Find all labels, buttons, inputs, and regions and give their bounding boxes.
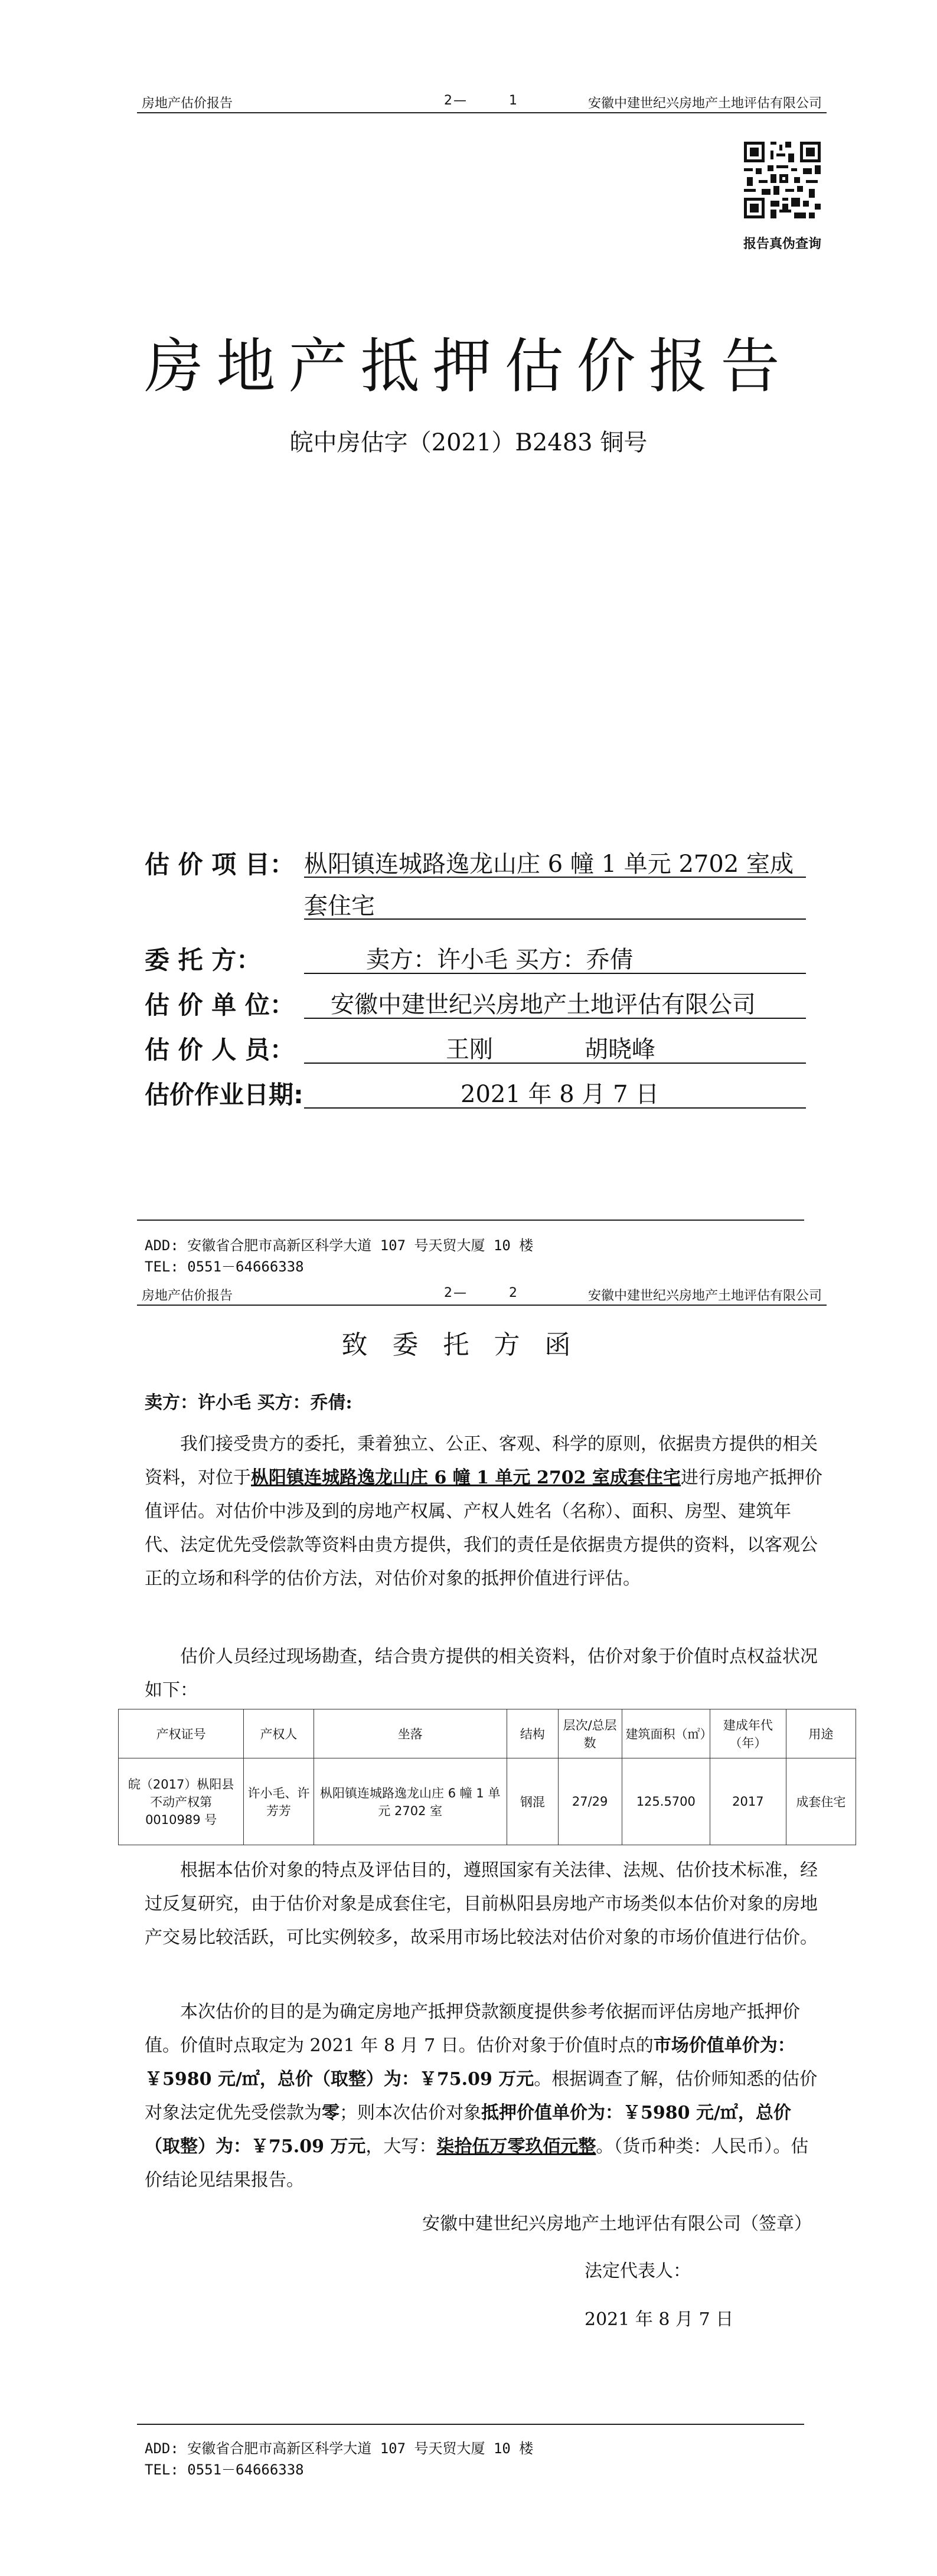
- p4-mortgage-value: 抵押价值单价为：￥5980 元/㎡，总价（取整）为：￥75.09 万元: [145, 2103, 791, 2157]
- p1-property-address: 枞阳镇连城路逸龙山庄 6 幢 1 单元 2702 室成套住宅: [251, 1467, 681, 1488]
- date-value: 2021 年 8 月 7 日: [461, 1081, 660, 1108]
- company-signature: 安徽中建世纪兴房地产土地评估有限公司（签章）: [422, 2214, 812, 2234]
- project-underline-2: [304, 918, 806, 920]
- report-title: 房地产抵押估价报告: [144, 332, 793, 401]
- unit-label: 估 价 单 位：: [145, 990, 295, 1019]
- table-cell: 皖（2017）枞阳县不动产权第 0010989 号: [119, 1758, 244, 1845]
- signature-date: 2021 年 8 月 7 日: [585, 2309, 734, 2330]
- header-left-text: 房地产估价报告: [142, 96, 233, 111]
- footer-tel-2: TEL: 0551－64666338: [145, 2461, 304, 2478]
- project-value-line1: 枞阳镇连城路逸龙山庄 6 幢 1 单元 2702 室成: [304, 851, 794, 878]
- appraiser-2: 胡晓峰: [585, 1036, 655, 1063]
- table-header-cell: 产权证号: [119, 1709, 244, 1758]
- table-header-cell: 用途: [786, 1709, 856, 1758]
- appraiser-label: 估 价 人 员：: [145, 1035, 295, 1064]
- table-cell: 枞阳镇连城路逸龙山庄 6 幢 1 单元 2702 室: [314, 1758, 507, 1845]
- qr-code-icon[interactable]: [744, 142, 821, 218]
- p1-text-c: 进行房地产抵押价值评估。对估价中涉及到的房地产权属、产权人姓名（名称）、面积、房型、建筑年代、法定优先受偿款等资料由贵方提供，我们的责任是依据贵方提供的资料，以客观公正的立场和科学的估价方法，对估价对象的抵押价值进行评估。: [145, 1467, 822, 1589]
- p4-text-a: 本次估价的目的是为确定房地产抵押贷款额度提供参考依据而评估房地产抵押价值。价值时点取定为 2021 年 8 月 7 日。估价对象于价值时点的: [145, 2002, 800, 2056]
- p4-text-c: 。根据调查了解，估价师知悉的估价对象法定优先受偿款为: [145, 2069, 818, 2123]
- table-header-row: [119, 1709, 856, 1758]
- header-page-dash: 2—: [444, 93, 468, 108]
- letter-paragraph-2: 估价人员经过现场勘查，结合贵方提供的相关资料，估价对象于价值时点权益状况如下：: [145, 1646, 818, 1701]
- letter-salutation: 卖方：许小毛 买方：乔倩:: [145, 1392, 352, 1413]
- property-rights-table: [118, 1709, 856, 1845]
- header-right-text: 安徽中建世纪兴房地产土地评估有限公司: [587, 96, 822, 111]
- legal-representative: 法定代表人：: [585, 2261, 691, 2281]
- p4-amount-in-words: 柒拾伍万零玖佰元整: [436, 2136, 596, 2157]
- p4-text-g: ，大写：: [365, 2136, 437, 2157]
- footer-address-2: ADD: 安徽省合肥市高新区科学大道 107 号天贸大厦 10 楼: [145, 2440, 534, 2457]
- header-page-number: 1: [509, 93, 517, 108]
- project-label: 估 价 项 目：: [145, 850, 295, 879]
- p4-text-e: ；则本次估价对象: [339, 2103, 481, 2123]
- appraiser-underline: [304, 1063, 806, 1064]
- table-cell: 钢混: [507, 1758, 558, 1845]
- table-header-cell: 建筑面积（㎡）: [622, 1709, 710, 1758]
- p4-priority-amount: 零: [322, 2103, 339, 2123]
- p1-text-a: 我们接受贵方的委托，秉着独立、公正、客观、科学的原则，依据贵方提供的相关资料，对位于: [145, 1434, 818, 1488]
- table-cell: 125.5700: [622, 1758, 710, 1845]
- header-right-text: 安徽中建世纪兴房地产土地评估有限公司: [587, 1289, 822, 1303]
- client-underline: [304, 973, 806, 974]
- document-number: 皖中房估字（2021）B2483 铜号: [289, 429, 648, 456]
- client-label: 委 托 方：: [145, 946, 262, 975]
- table-cell: 许小毛、许芳芳: [244, 1758, 314, 1845]
- table-cell: 2017: [710, 1758, 786, 1845]
- letter-paragraph-3: 根据本估价对象的特点及评估目的，遵照国家有关法律、法规、估价技术标准，经过反复研究，由于估价对象是成套住宅，目前枞阳县房地产市场类似本估价对象的房地产交易比较活跃，可比实例较多，故采用市场比较法对估价对象的市场价值进行估价。: [145, 1860, 818, 1948]
- footer-address: ADD: 安徽省合肥市高新区科学大道 107 号天贸大厦 10 楼: [145, 1237, 534, 1254]
- footer-tel: TEL: 0551－64666338: [145, 1258, 304, 1275]
- letter-title: 致委托方函: [341, 1330, 596, 1360]
- page-header-2: [137, 1281, 827, 1306]
- header-page-dash: 2—: [444, 1286, 468, 1300]
- table-row: [119, 1758, 856, 1845]
- letter-paragraph-1: [145, 1427, 824, 1596]
- footer-divider-2: [137, 2424, 804, 2425]
- unit-underline: [304, 1018, 806, 1019]
- table-header-cell: 坐落: [314, 1709, 507, 1758]
- table-header-cell: 结构: [507, 1709, 558, 1758]
- p4-text-i: 。（货币种类：人民币）。估价结论见结果报告。: [145, 2136, 809, 2191]
- header-page-number: 2: [509, 1286, 517, 1300]
- date-underline: [304, 1107, 806, 1109]
- table-cell: 27/29: [558, 1758, 622, 1845]
- project-value-line2: 套住宅: [304, 893, 375, 920]
- qr-caption: 报告真伪查询: [743, 237, 821, 251]
- page-header: [137, 89, 827, 113]
- footer-divider: [137, 1220, 804, 1221]
- project-underline-1: [304, 877, 806, 878]
- table-header-cell: 产权人: [244, 1709, 314, 1758]
- appraiser-1: 王刚: [446, 1036, 493, 1063]
- table-cell: 成套住宅: [786, 1758, 856, 1845]
- header-left-text: 房地产估价报告: [142, 1289, 233, 1303]
- date-label: 估价作业日期:: [145, 1080, 303, 1109]
- letter-paragraph-4: [145, 1995, 824, 2197]
- table-header-cell: 层次/总层数: [558, 1709, 622, 1758]
- p4-market-value: 市场价值单价为：￥5980 元/㎡，总价（取整）为：￥75.09 万元: [145, 2035, 795, 2090]
- table-header-cell: 建成年代（年）: [710, 1709, 786, 1758]
- unit-value: 安徽中建世纪兴房地产土地评估有限公司: [331, 991, 756, 1018]
- client-value: 卖方：许小毛 买方：乔倩: [366, 946, 634, 973]
